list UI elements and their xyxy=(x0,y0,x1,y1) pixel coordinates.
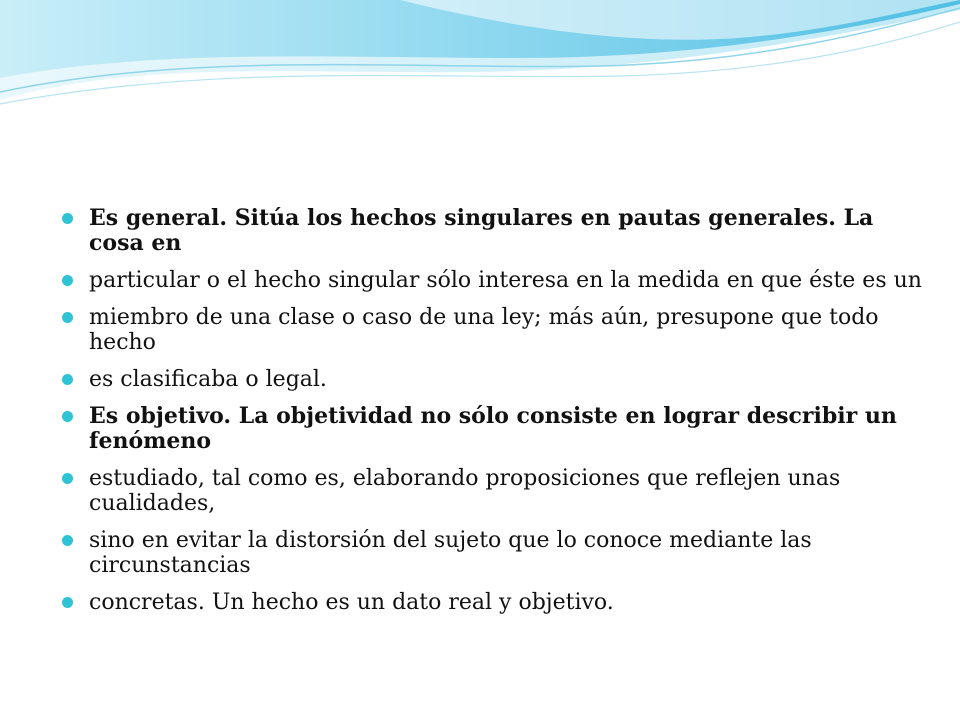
bullet-list xyxy=(62,206,922,615)
bullet-text: miembro de una clase o caso de una ley; más aún, presupone que todo hecho xyxy=(89,305,879,355)
bullet-dot-icon xyxy=(62,535,73,546)
bullet-text: particular o el hecho singular sólo interesa en la medida en que éste es un xyxy=(89,268,922,293)
bullet-item xyxy=(62,206,922,256)
bullet-item xyxy=(62,404,922,454)
bullet-text: Es general. Sitúa los hechos singulares en pautas generales. La cosa en xyxy=(89,205,874,256)
bullet-item xyxy=(62,466,922,516)
bullet-text: concretas. Un hecho es un dato real y objetivo. xyxy=(89,590,614,615)
slide-body xyxy=(62,206,922,627)
bullet-dot-icon xyxy=(62,597,73,608)
bullet-item xyxy=(62,367,922,392)
bullet-dot-icon xyxy=(62,374,73,385)
bullet-dot-icon xyxy=(62,312,73,323)
decorative-wave-header xyxy=(0,0,960,130)
bullet-item xyxy=(62,590,922,615)
bullet-dot-icon xyxy=(62,213,73,224)
bullet-item xyxy=(62,268,922,293)
bullet-dot-icon xyxy=(62,473,73,484)
bullet-text: Es objetivo. La objetividad no sólo consiste en lograr describir un fenómeno xyxy=(89,403,897,454)
bullet-item xyxy=(62,528,922,578)
bullet-dot-icon xyxy=(62,275,73,286)
bullet-text: estudiado, tal como es, elaborando proposiciones que reflejen unas cualidades, xyxy=(89,466,841,516)
bullet-item xyxy=(62,305,922,355)
bullet-text: es clasificaba o legal. xyxy=(89,367,327,392)
bullet-dot-icon xyxy=(62,411,73,422)
bullet-text: sino en evitar la distorsión del sujeto que lo conoce mediante las circunstancias xyxy=(89,528,812,578)
